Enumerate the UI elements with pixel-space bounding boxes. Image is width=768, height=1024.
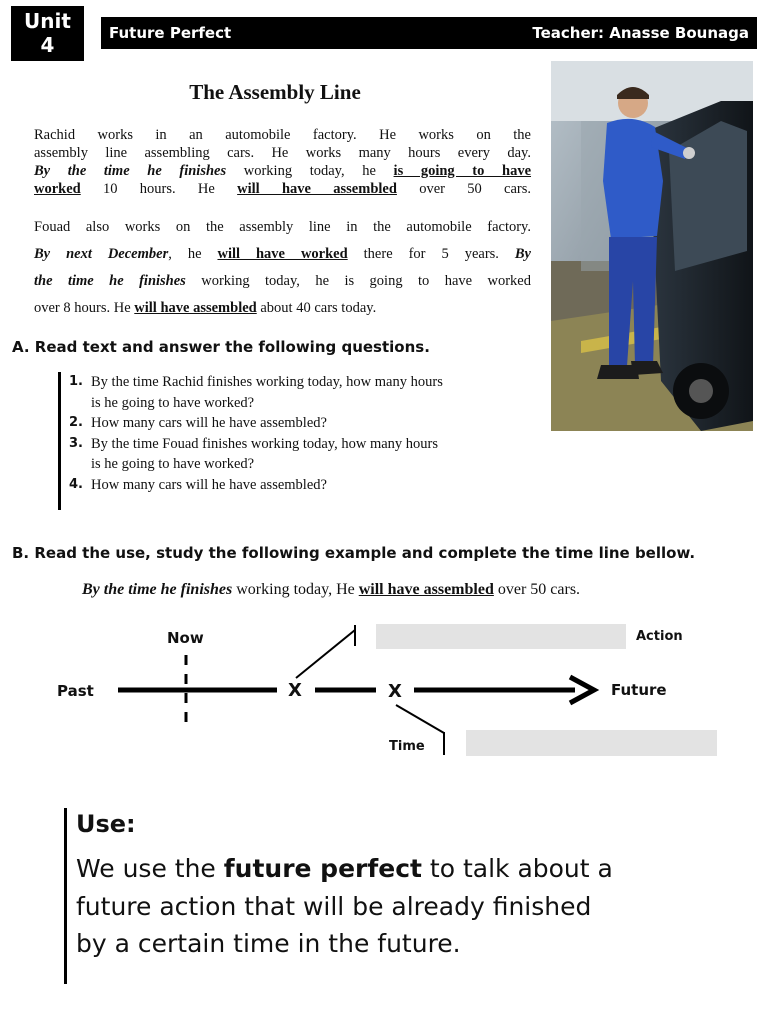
reading-title: The Assembly Line [189,80,361,104]
p1-line-3 [34,162,531,180]
question-text-cont: is he going to have worked? [91,394,255,411]
time-answer-box[interactable] [466,730,717,756]
p1-time-clause: By the time he finishes [34,163,227,179]
p1-line-4 [34,180,531,198]
past-label: Past [57,682,94,700]
use-line-2: future action that will be already finished [76,891,592,921]
p1-verb-assembled: will have assembled [237,181,397,197]
question-item [69,413,478,434]
question-item [69,372,478,413]
p2-text-d: over 8 hours. He [34,300,135,316]
question-item [69,475,478,496]
p1-line-2: assembly line assembling cars. He works many hours every day. [34,145,531,161]
teacher-name: Teacher: Anasse Bounaga [532,24,749,42]
unit-badge [11,6,84,61]
use-text-b: to talk about a [421,854,613,883]
question-text: How many cars will he have assembled? [91,415,327,431]
section-a-title: A. Read text and answer the following questions. [12,338,430,356]
question-item [69,434,478,475]
p2-by: By [514,246,531,262]
topic-title: Future Perfect [109,24,232,42]
p1-line-1: Rachid works in an automobile factory. He works on the [34,127,531,143]
unit-label: Unit [24,9,71,33]
use-line-1 [76,850,644,888]
assembly-worker-photo [551,61,753,431]
p2-line-2 [34,241,531,268]
use-explanation [76,850,644,963]
example-verb: will have assembled [358,581,494,598]
use-text-a: We use the [76,854,224,883]
question-text: By the time Fouad finishes working today, how many hours [91,435,439,452]
question-number: 1. [69,374,83,389]
question-number: 2. [69,415,83,430]
p2-verb-worked: will have worked [217,246,348,262]
future-label: Future [611,681,667,699]
p2-text-e: about 40 cars today. [256,300,377,316]
question-text-cont: is he going to have worked? [91,456,255,472]
unit-number: 4 [40,33,55,57]
p2-time-clause: the time he finishes [34,273,186,289]
p2-text-b: there for 5 years. [347,246,515,262]
question-text: By the time Rachid finishes working today, how many hours [91,374,443,390]
example-time-clause: By the time he finishes [82,581,233,598]
example-sentence [82,581,580,599]
p1-text-a: working today, he [226,163,394,179]
p2-line-3 [34,268,531,295]
p2-verb-assembled: will have assembled [134,300,257,316]
paragraph-fouad [34,214,531,322]
now-label: Now [167,629,204,647]
p1-text-b: 10 hours. He [80,181,238,197]
section-b-title: B. Read the use, study the following example and complete the time line bellow. [12,544,696,562]
time-label: Time [389,739,425,754]
question-text: How many cars will he have assembled? [91,476,327,493]
time-pointer [396,705,444,733]
question-list [58,372,478,510]
x-marker-action: X [288,680,302,701]
use-line-3: by a certain time in the future. [76,929,461,958]
header-bar [101,17,757,49]
use-heading: Use: [76,810,136,838]
example-text-a: working today, He [232,581,359,598]
p1-verb-worked: worked [34,181,81,197]
p1-verb-going-to: is going to have [393,163,532,179]
x-marker-time: X [388,681,402,702]
example-text-b: over 50 cars. [493,581,581,598]
action-label: Action [636,629,683,644]
action-answer-box[interactable] [376,624,626,649]
action-pointer [296,630,355,678]
p2-line-1: Fouad also works on the assembly line in the automobile factory. [34,219,531,235]
worker-illustration [551,61,753,431]
use-term: future perfect [223,854,422,883]
question-number: 4. [69,476,83,492]
p2-line-4 [34,295,531,322]
paragraph-rachid [34,126,531,198]
p2-text-a: , he [168,246,218,262]
use-box [64,808,644,984]
question-number: 3. [69,435,83,451]
p2-text-c: working today, he is going to have worked [185,273,531,289]
p2-time-expr: By next December [34,246,169,262]
p1-text-c: over 50 cars. [396,181,532,197]
